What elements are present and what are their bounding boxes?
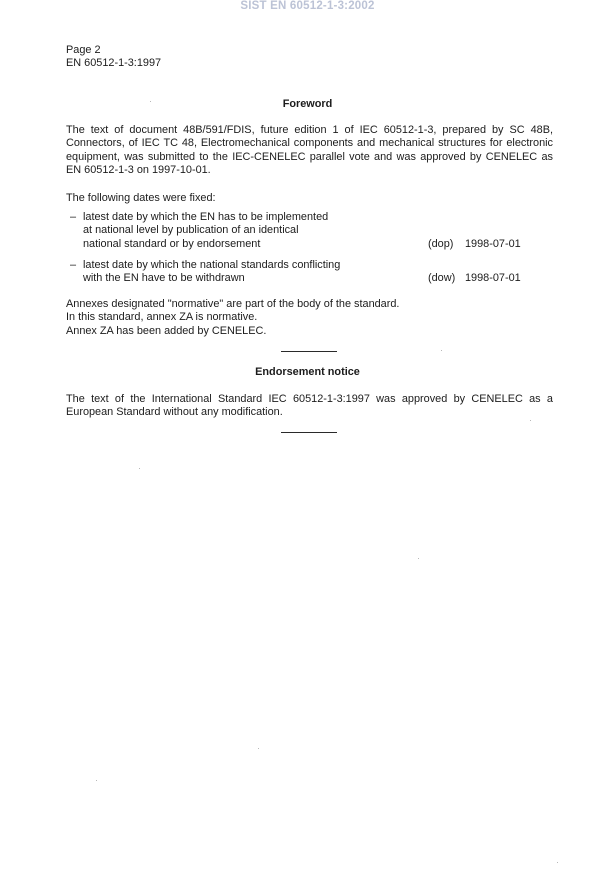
date-item-line: with the EN have to be withdrawn (83, 272, 245, 285)
date-code: (dow) (428, 272, 456, 285)
endorsement-heading: Endorsement notice (255, 366, 360, 378)
date-code: (dop) (428, 237, 454, 250)
section-divider (281, 351, 337, 352)
endorsement-paragraph: The text of the International Standard IEC 60512-1-3:1997 was approved by CENELEC as a European Standard without any modification. (66, 393, 553, 419)
date-item-line: latest date by which the EN has to be implemented (83, 211, 329, 223)
scan-speck (557, 862, 558, 863)
date-item-description (83, 259, 403, 286)
scan-speck (441, 350, 442, 351)
scan-speck (150, 101, 151, 102)
date-item-line: national standard or by endorsement (83, 237, 261, 250)
watermark-text: SIST EN 60512-1-3:2002 (240, 0, 375, 12)
date-value: 1998-07-01 (465, 272, 521, 285)
list-dash: – (70, 211, 77, 223)
date-item-line: latest date by which the national standards conflicting (83, 259, 341, 271)
date-item-line: at national level by publication of an identical (83, 224, 299, 237)
list-dash: – (70, 259, 77, 271)
dates-lead-text: The following dates were fixed: (66, 192, 216, 204)
date-item-description (83, 211, 403, 251)
foreword-intro-paragraph: The text of document 48B/591/FDIS, future edition 1 of IEC 60512-1-3, prepared by SC 48B, Connectors, of IEC TC 48, Electromechanical components and mechanical structures for electronic equipment, was submitted to the IEC-CENELEC parallel vote and was approved by CENELEC as EN 60512-1-3 on 1997-10-01. (66, 124, 553, 177)
scan-speck (418, 558, 419, 559)
annex-notes (66, 298, 553, 338)
scan-speck (258, 748, 259, 749)
annex-note-line: Annexes designated "normative" are part of the body of the standard. (66, 298, 400, 310)
page-header (66, 44, 161, 70)
scan-speck (96, 780, 97, 781)
date-value: 1998-07-01 (465, 237, 521, 250)
scan-speck (530, 420, 531, 421)
section-divider (281, 432, 337, 433)
document-id: EN 60512-1-3:1997 (66, 57, 162, 69)
scan-speck (139, 468, 140, 469)
foreword-heading: Foreword (282, 98, 333, 110)
annex-note-line: Annex ZA has been added by CENELEC. (66, 324, 267, 337)
page-number: Page 2 (66, 44, 101, 56)
annex-note-line: In this standard, annex ZA is normative. (66, 311, 258, 324)
